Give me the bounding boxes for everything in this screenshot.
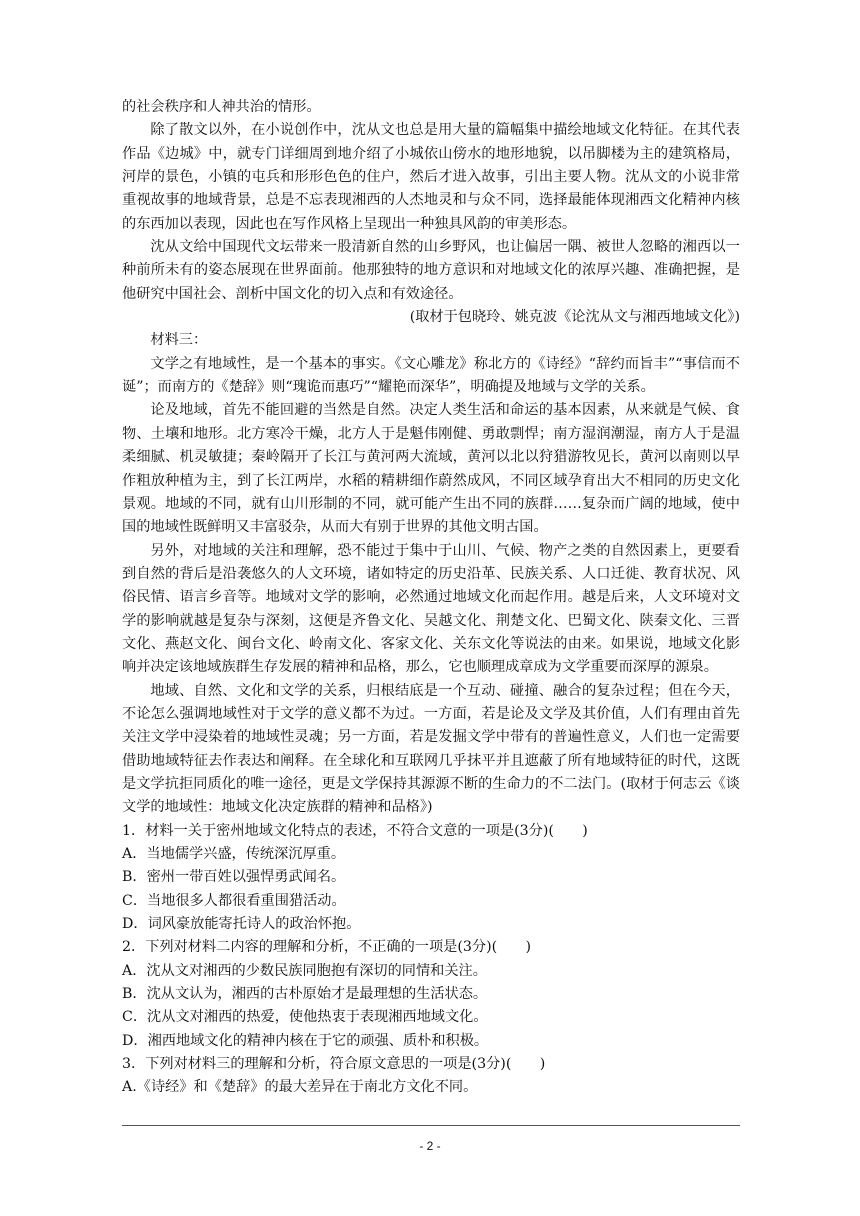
paragraph-conclusion: 地域、自然、文化和文学的关系，归根结底是一个互动、碰撞、融合的复杂过程；但在今天，不论怎么强调地域性对于文学的意义都不为过。一方面，若是论及文学及其价值，人们有理由首先关注文学中浸染着的地域性灵魂；另一方面，若是发掘文学中带有的普遍性意义，人们也一定需要借助地域特征去作表达和阐释。在全球化和互联网几乎抹平并且遮蔽了所有地域特征的时代，这既是文学抗拒同质化的唯一途径，更是文学保持其源源不断的生命力的不二法门。(取材于何志云《谈文学的地域性：地域文化决定族群的精神和品格》) — [122, 682, 740, 816]
question-1-option-c: C．当地很多人都很看重围猎活动。 — [122, 892, 346, 909]
question-2: 2．下列对材料二内容的理解和分析，不正确的一项是(3分)( ) — [122, 939, 532, 956]
question-2-option-c: C．沈从文对湘西的热爱，使他热衷于表现湘西地域文化。 — [122, 1009, 488, 1026]
footer-divider — [122, 1125, 740, 1126]
paragraph-contribution: 沈从文给中国现代文坛带来一股清新自然的山乡野风，也让偏居一隅、被世人忽略的湘西以一种前所未有的姿态展现在世界面前。他那独特的地方意识和对地域文化的浓厚兴趣、准确把握，是他研究中国社会、剖析中国文化的切入点和有效途径。 — [122, 239, 740, 302]
paragraph-literature-regionality: 文学之有地域性，是一个基本的事实。《文心雕龙》称北方的《诗经》“辞约而旨丰”“事信而不诞”；而南方的《楚辞》则“瑰诡而惠巧”“耀艳而深华”，明确提及地域与文学的关系。 — [122, 355, 740, 396]
question-1-option-d: D．词风豪放能寄托诗人的政治怀抱。 — [122, 916, 361, 933]
question-1: 1．材料一关于密州地域文化特点的表述，不符合文意的一项是(3分)( ) — [122, 822, 588, 839]
document-body — [122, 96, 740, 1100]
paragraph-novel-writing: 除了散文以外，在小说创作中，沈从文也总是用大量的篇幅集中描绘地域文化特征。在其代表作品《边城》中，就专门详细周到地介绍了小城依山傍水的地形地貌，以吊脚楼为主的建筑格局，河岸的景色，小镇的屯兵和形形色色的住户，然后才进入故事，引出主要人物。沈从文的小说非常重视故事的地域背景，总是不忘表现湘西的人杰地灵和与众不同，选择最能体现湘西文化精神内核的东西加以表现，因此也在写作风格上呈现出一种独具风韵的审美形态。 — [122, 122, 740, 232]
paragraph-nature: 论及地域，首先不能回避的当然是自然。决定人类生活和命运的基本因素，从来就是气候、食物、土壤和地形。北方寒冷干燥，北方人于是魁伟刚健、勇敢剽悍；南方湿润潮湿，南方人于是温柔细腻、机灵敏捷；秦岭隔开了长江与黄河两大流域，黄河以北以狩猎游牧见长，黄河以南则以早作粗放种植为主，到了长江两岸，水稻的精耕细作蔚然成风，不同区域孕育出大不相同的历史文化景观。地域的不同，就有山川形制的不同，就可能产生出不同的族群……复杂而广阔的地域，使中国的地域性既鲜明又丰富驳杂，从而大有别于世界的其他文明古国。 — [122, 402, 740, 536]
question-2-option-a: A．沈从文对湘西的少数民族同胞抱有深切的同情和关注。 — [122, 962, 487, 979]
question-1-option-a: A．当地儒学兴盛，传统深沉厚重。 — [122, 846, 346, 862]
question-2-option-d: D．湘西地域文化的精神内核在于它的顽强、质朴和积极。 — [122, 1032, 489, 1049]
question-1-option-b: B．密州一带百姓以强悍勇武闻名。 — [122, 869, 346, 886]
paragraph-humanities: 另外，对地域的关注和理解，恐不能过于集中于山川、气候、物产之类的自然因素上，更要看到自然的背后是沿袭悠久的人文环境，诸如特定的历史沿革、民族关系、人口迁徙、教育状况、风俗民情、语言乡音等。地域对文学的影响，必然通过地域文化而起作用。越是后来，人文环境对文学的影响就越是复杂与深刻，这便是齐鲁文化、吴越文化、荆楚文化、巴蜀文化、陕秦文化、三晋文化、燕赵文化、闽台文化、岭南文化、客家文化、关东文化等说法的由来。如果说，地域文化影响并决定该地域族群生存发展的精神和品格，那么，它也顺理成章成为文学重要而深厚的源泉。 — [122, 542, 740, 676]
source-citation-material-2: (取材于包晓玲、姚克波《论沈从文与湘西地域文化》) — [409, 309, 740, 326]
material-3-heading: 材料三： — [150, 332, 208, 349]
question-2-option-b: B．沈从文认为，湘西的古朴原始才是最理想的生活状态。 — [122, 986, 488, 1003]
page-number: - 2 - — [419, 1139, 441, 1153]
paragraph-continuation: 的社会秩序和人神共治的情形。 — [122, 99, 321, 115]
question-3: 3．下列对材料三的理解和分析，符合原文意思的一项是(3分)( ) — [122, 1056, 546, 1073]
question-3-option-a: A.《诗经》和《楚辞》的最大差异在于南北方文化不同。 — [122, 1079, 478, 1096]
